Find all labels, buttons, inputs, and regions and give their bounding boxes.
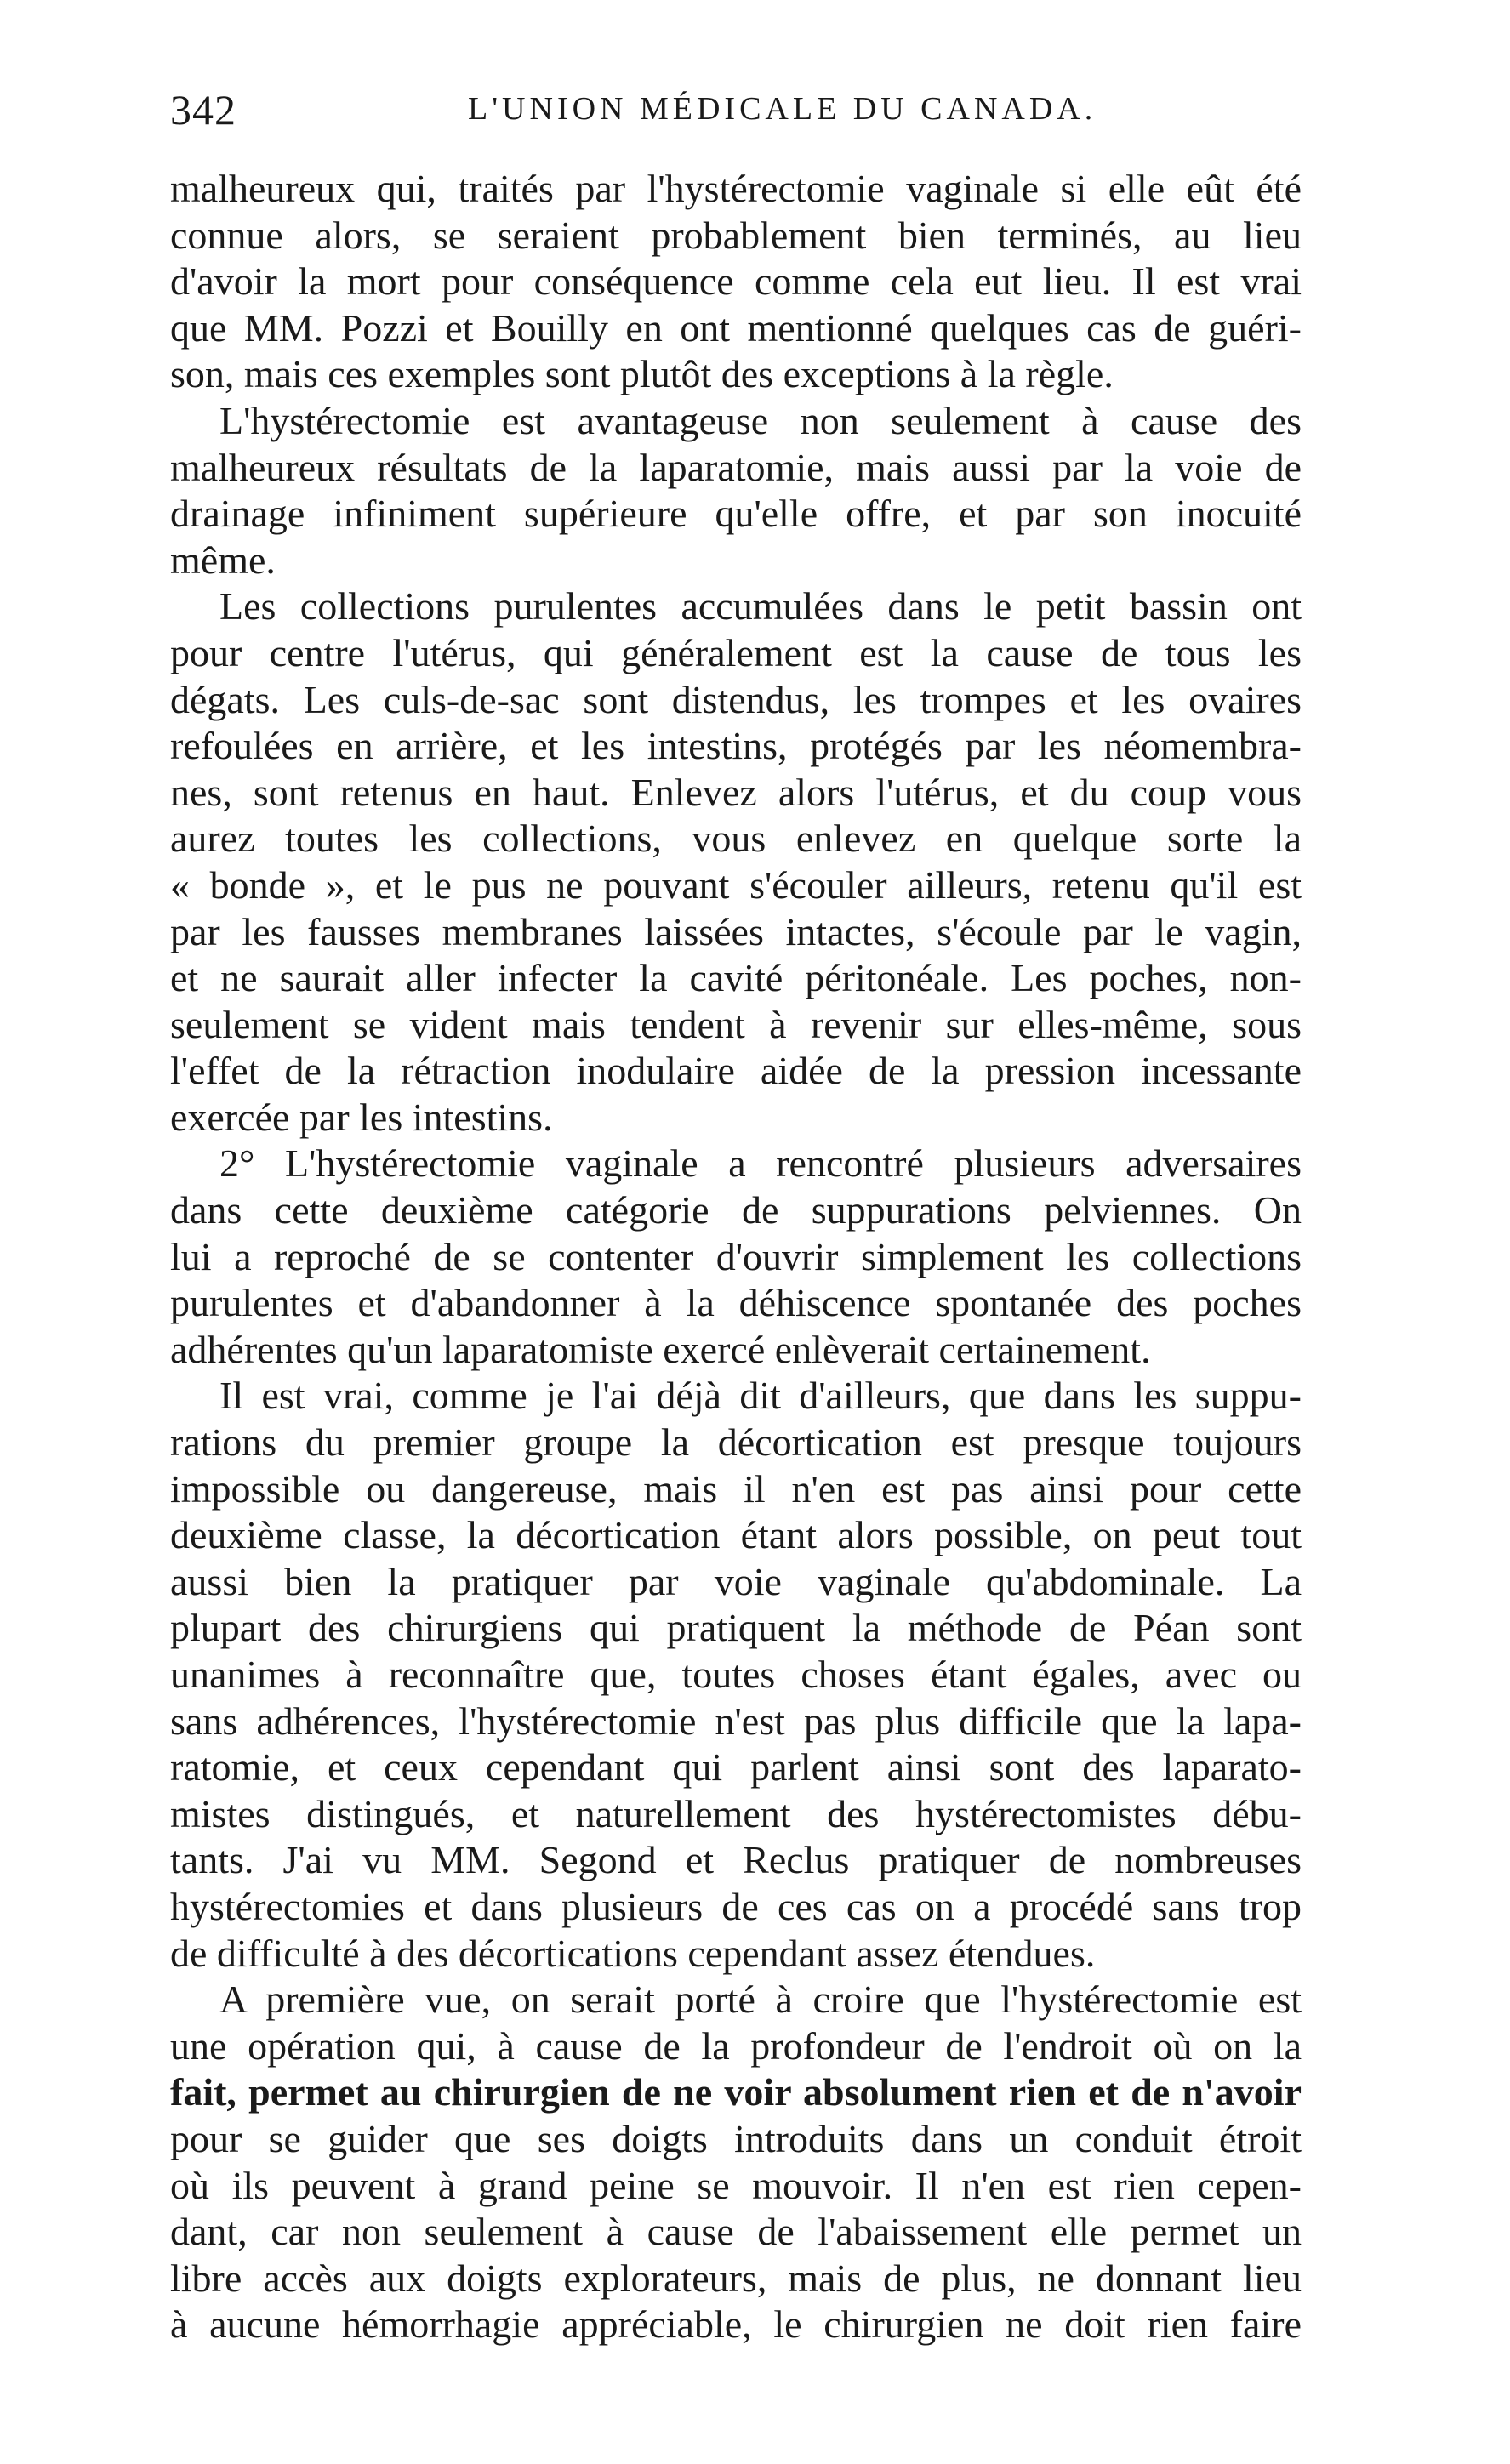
text-line: connue alors, se seraient probablement bien terminés, au lieu: [170, 213, 1302, 257]
text-line: refoulées en arrière, et les intestins, protégés par les néomembra-: [170, 724, 1302, 768]
text-line: nes, sont retenus en haut. Enlevez alors l'utérus, et du coup vous: [170, 770, 1302, 814]
text-line: unanimes à reconnaître que, toutes choses étant égales, avec ou: [170, 1653, 1302, 1696]
text-line: Il est vrai, comme je l'ai déjà dit d'ailleurs, que dans les suppu-: [219, 1374, 1302, 1418]
text-line: hystérectomies et dans plusieurs de ces cas on a procédé sans trop: [170, 1884, 1302, 1928]
text-line: pour centre l'utérus, qui généralement est la cause de tous les: [170, 630, 1302, 674]
text-line: lui a reproché de se contenter d'ouvrir simplement les collections: [170, 1234, 1302, 1278]
text-line: une opération qui, à cause de la profondeur de l'endroit où on la: [170, 2023, 1302, 2068]
text-line: l'effet de la rétraction inodulaire aidée de la pression incessante: [170, 1049, 1302, 1093]
text-line: drainage infiniment supérieure qu'elle offre, et par son inocuité: [170, 492, 1302, 536]
text-line: purulentes et d'abandonner à la déhiscence spontanée des poches: [170, 1281, 1302, 1325]
text-line: à aucune hémorrhagie appréciable, le chirurgien ne doit rien faire: [170, 2302, 1302, 2347]
text-line: exercée par les intestins.: [170, 1095, 553, 1139]
text-line: L'hystérectomie est avantageuse non seulement à cause des: [219, 398, 1302, 442]
text-line: deuxième classe, la décortication étant alors possible, on peut tout: [170, 1513, 1302, 1557]
text-line: de difficulté à des décortications cependant assez étendues.: [170, 1931, 1096, 1975]
text-line: dant, car non seulement à cause de l'abaissement elle permet un: [170, 2210, 1302, 2254]
text-line: sans adhérences, l'hystérectomie n'est pas plus difficile que la lapa-: [170, 1699, 1302, 1743]
text-line: adhérentes qu'un laparatomiste exercé enlèverait certainement.: [170, 1327, 1151, 1371]
running-head: [170, 85, 1302, 136]
text-line: par les fausses membranes laissées intactes, s'écoule par le vagin,: [170, 909, 1302, 953]
text-line: dégats. Les culs-de-sac sont distendus, les trompes et les ovaires: [170, 677, 1302, 721]
text-line: malheureux résultats de la laparatomie, mais aussi par la voie de: [170, 445, 1302, 489]
text-line: rations du premier groupe la décortication est presque toujours: [170, 1420, 1302, 1465]
text-line: d'avoir la mort pour conséquence comme cela eut lieu. Il est vrai: [170, 259, 1302, 304]
text-line: plupart des chirurgiens qui pratiquent la méthode de Péan sont: [170, 1606, 1302, 1650]
text-line: et ne saurait aller infecter la cavité péritonéale. Les poches, non-: [170, 956, 1302, 1000]
text-line: aurez toutes les collections, vous enlevez en quelque sorte la: [170, 817, 1302, 861]
text-line: mistes distingués, et naturellement des hystérectomistes débu-: [170, 1791, 1302, 1835]
text-line: que MM. Pozzi et Bouilly en ont mentionné quelques cas de guéri-: [170, 305, 1302, 350]
running-title: L'UNION MÉDICALE DU CANADA.: [468, 91, 1097, 127]
text-line: « bonde », et le pus ne pouvant s'écouler ailleurs, retenu qu'il est: [170, 862, 1302, 907]
text-line: pour se guider que ses doigts introduits dans un conduit étroit: [170, 2116, 1302, 2160]
text-line: tants. J'ai vu MM. Segond et Reclus pratiquer de nombreuses: [170, 1838, 1302, 1882]
text-line: son, mais ces exemples sont plutôt des exceptions à la règle.: [170, 352, 1114, 396]
text-line: même.: [170, 538, 276, 582]
body-text: [170, 166, 1302, 2348]
text-line: dans cette deuxième catégorie de suppurations pelviennes. On: [170, 1188, 1302, 1232]
text-line: fait, permet au chirurgien de ne voir absolument rien et de n'avoir: [170, 2070, 1302, 2114]
text-line: Les collections purulentes accumulées dans le petit bassin ont: [219, 584, 1302, 629]
text-line: ratomie, et ceux cependant qui parlent ainsi sont des laparato-: [170, 1745, 1302, 1790]
text-line: seulement se vident mais tendent à revenir sur elles-même, sous: [170, 1002, 1302, 1046]
text-line: malheureux qui, traités par l'hystérectomie vaginale si elle eût été: [170, 167, 1302, 210]
page-number: 342: [170, 86, 236, 134]
text-line: aussi bien la pratiquer par voie vaginale qu'abdominale. La: [170, 1559, 1302, 1603]
text-line: où ils peuvent à grand peine se mouvoir. Il n'en est rien cepen-: [170, 2163, 1302, 2207]
text-line: A première vue, on serait porté à croire que l'hystérectomie est: [219, 1977, 1302, 2022]
text-line: libre accès aux doigts explorateurs, mais de plus, ne donnant lieu: [170, 2256, 1302, 2300]
text-line: impossible ou dangereuse, mais il n'en est pas ainsi pour cette: [170, 1466, 1302, 1511]
text-line: 2° L'hystérectomie vaginale a rencontré plusieurs adversaires: [219, 1141, 1302, 1186]
